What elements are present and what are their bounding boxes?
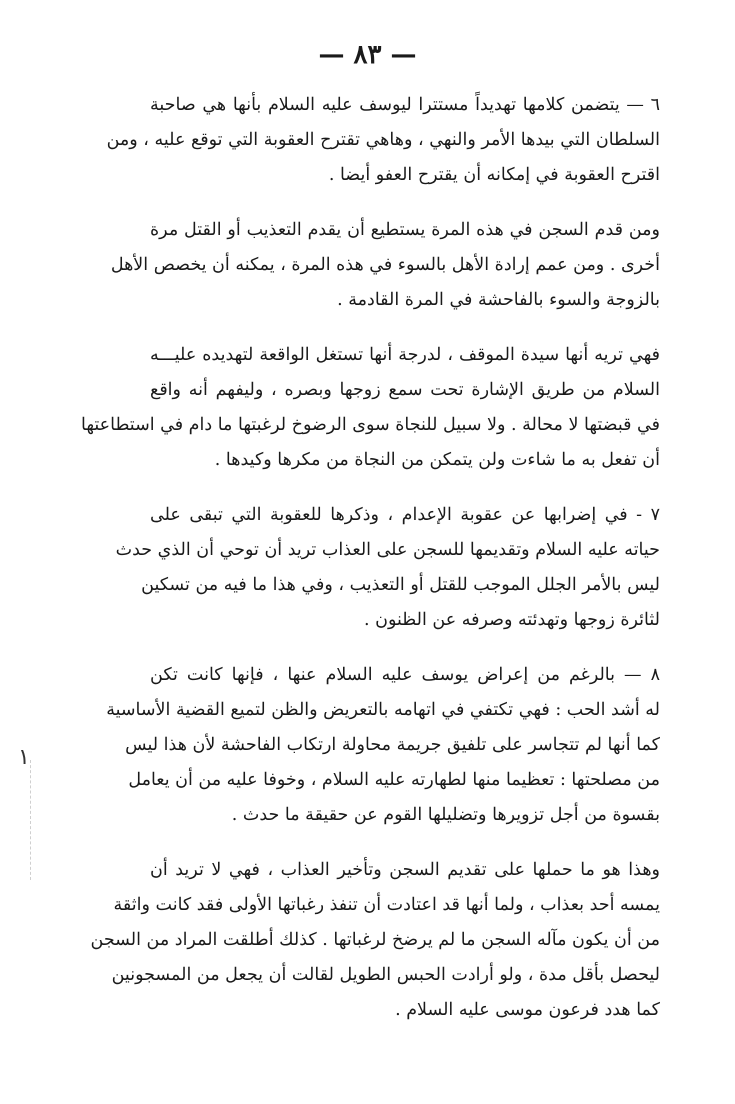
text-line: ومن قدم السجن في هذه المرة يستطيع أن يقدم التعذيب أو القتل مرة [150,220,660,240]
text-line: السلام من طريق الإشارة تحت سمع زوجها وبصره ، وليفهم أنه واقع [150,380,660,400]
margin-mark: ١ [18,745,30,770]
paragraph [115,498,660,638]
text-line: ٧ - في إضرابها عن عقوبة الإعدام ، وذكرها للعقوبة التي تبقى على [150,505,660,525]
text-line: ليس بالأمر الجلل الموجب للقتل أو التعذيب ، وفي هذا ما فيه من تسكين [141,575,660,595]
paragraph [106,658,660,833]
text-line: بالزوجة والسوء بالفاحشة في المرة القادمة . [337,290,660,310]
text-line: فهي تريه أنها سيدة الموقف ، لدرجة أنها تستغل الواقعة لتهديده عليـــه [150,345,661,365]
text-line: حياته عليه السلام وتقديمها للسجن على العذاب تريد أن توحي أن الذي حدث [115,540,660,560]
paragraph [80,338,661,478]
page-number: — ٨٣ — [318,40,417,70]
text-line: من مصلحتها : تعظيما منها لطهارته عليه السلام ، وخوفا عليه من أن يعامل [128,770,660,790]
page-edge-shadow [30,760,32,880]
text-line: بقسوة من أجل تزويرها وتضليلها القوم عن حقيقة ما حدث . [231,805,660,825]
text-line: السلطان التي بيدها الأمر والنهي ، وهاهي تقترح العقوبة التي توقع عليه ، ومن [106,130,660,150]
text-line: كما هدد فرعون موسى عليه السلام . [395,1000,660,1020]
text-line: في قبضتها لا محالة . ولا سبيل للنجاة سوى الرضوخ لرغبتها ما دام في استطاعتها [80,415,660,435]
text-line: اقترح العقوبة في إمكانه أن يقترح العفو أيضا . [328,165,660,185]
text-line: ٦ — يتضمن كلامها تهديداً مستترا ليوسف عليه السلام بأنها هي صاحبة [150,95,660,115]
paragraph [110,213,660,318]
text-line: لثائرة زوجها وتهدئته وصرفه عن الظنون . [363,610,660,630]
text-line: أخرى . ومن عمم إرادة الأهل بالسوء في هذه المرة ، يمكنه أن يخصص الأهل [110,255,660,275]
text-line: ٨ — بالرغم من إعراض يوسف عليه السلام عنها ، فإنها كانت تكن [150,665,660,685]
text-line: يمسه أحد بعذاب ، ولما أنها قد اعتادت أن تنفذ رغباتها الأولى فقد كانت واثقة [113,895,660,915]
text-line: ليحصل بأقل مدة ، ولو أرادت الحبس الطويل لقالت أن يجعل من المسجونين [111,965,660,985]
text-line: كما أنها لم تتجاسر على تلفيق جريمة محاولة ارتكاب الفاحشة لأن هذا ليس [125,735,660,755]
text-line: له أشد الحب : فهي تكتفي في اتهامه بالتعريض والظن لتميع القضية الأساسية [106,700,660,720]
paragraph [106,88,660,193]
body-text [80,88,661,1048]
text-line: من أن يكون مآله السجن ما لم يرضخ لرغباتها . كذلك أطلقت المراد من السجن [90,930,660,950]
text-line: أن تفعل به ما شاءت ولن يتمكن من النجاة من مكرها وكيدها . [214,450,660,470]
text-line: وهذا هو ما حملها على تقديم السجن وتأخير العذاب ، فهي لا تريد أن [150,860,660,880]
paragraph [90,853,660,1028]
